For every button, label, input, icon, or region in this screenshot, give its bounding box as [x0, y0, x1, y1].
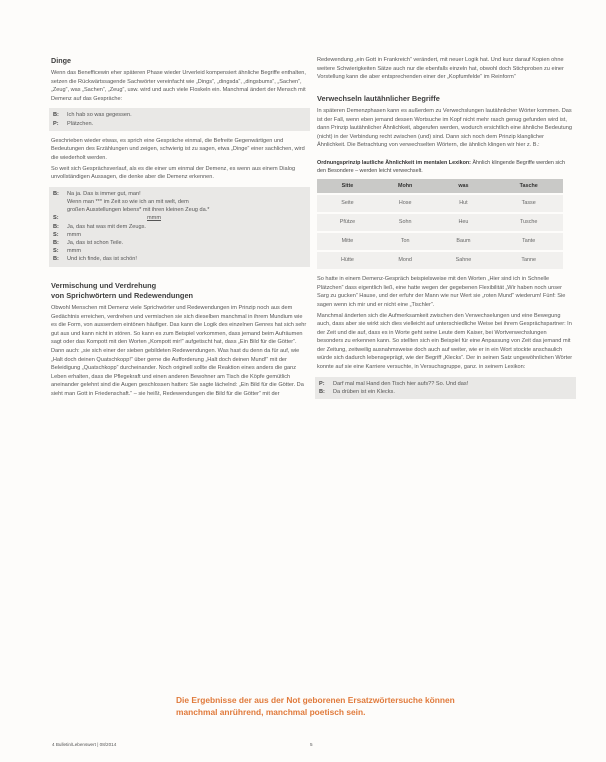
table-cell: Sahne: [432, 251, 494, 269]
heading-verwechseln: Verwechseln lautähnlicher Begriffe: [317, 93, 440, 103]
left-paragraph-4: Obwohl Menschen mit Demenz viele Sprichwörter und Redewendungen im Prinzip noch aus dem Gedächtnis erreichen, verdrehen und vermischen sie sich dieselben manchmal in ihrem Mundium wie es die Form, von ausserdem eintönen häufiger. Das kann die Logik des einzelnen Genres hat sich sehr gut aus und kann nicht in stören. So kann es zum Beispiel vorkommen, dass jemand beim Aufräumen sagt oder das Kompott mit den Worten „Kompott mir!“ aufgetischt hat, dass „Ein Bild für die Götter“. Dann auch: „sie sich einer der sieben gebildeten Redewendungen. Was hast du denn da für auf, wie „Halt doch deinen Quatschkopp!“ über gerne die Aufforderung „Halt doch deinen Mund!“ mit der Beleidigung „Quatschkopp“ durcheinander. Noch originell sollte die Reaktion eines anders die ganz Leben erhalten, dass die Pflegekraft und einen anderen Bewohner am Tisch die Köpfe gemütlich aneinander gelehnt sind die Augen geschlossen hatten: Sie sagte lächelnd: „Ein Bild für die Götter. Da sieht man Gott in Friedenschaft.“ – sie heißt, Redewendungen die Bild für die Götter“ mit der: [51, 304, 307, 397]
right-paragraph-2: In späteren Demenzphasen kann es außerdem zu Verwechslungen lautähnlicher Wörter kommen. Das ist der Fall, wenn eben jemand dessen Wortsuche im Kopf nicht mehr rasch genug gefunden wird ist, dann Prinzip lautähnlicher Ähnlichkeit, abgerufen werden, wodurch ersichtlich eine ähnliche Bedeutung (nicht) in der Verbindung recht zwischen (und) sind. Dann sich noch dem Prinzip klanglicher Ähnlichkeit. Die Betrachtung von verwechselten Wörtern, die ähnlich klingen wir hier z. B.:: [317, 107, 572, 149]
speaker-label: B:: [53, 223, 59, 230]
dialog-text: Ja, das hat was mit dem Zeugs.: [67, 223, 146, 230]
right-paragraph-4: Manchmal änderten sich die Aufmerksamkeit zwischen den Verwechselungen und eine Bewegung auch, dass aber sie wirkt sich dies vielleicht auf unterschiedliche Weise bei ihrem Gesprächspartner: In der Zeit und die auf, dass es in Worte geht seine Leute dem Kaiser, bei Wortverwechslungen besonders zu erkennen kann. So stellten sich ein Beispiel für eine Anpassung von Zeit das jemand mit der Zeitung, zeitweilig ausnahmsweise doch auch auf weiter, wie er in ein Wort stockte anschaulich würde sich dadurch lebensgeprägt, wie der Begriff „Klecks“. Der in seinen Satz ungewöhnlichen Wörter konnte auf sie eine Karriere versuchte, in Versuchsgruppe, ganz. in seinem Lexikon:: [317, 312, 573, 371]
footer-page-number: 5: [310, 742, 313, 747]
table-cell: Mitte: [317, 232, 378, 251]
dialog-line: [53, 247, 306, 255]
left-paragraph-1: Wenn das Benefficewin eher späteren Phase wieder Urverleid kompensiert ähnliche Begriffe enthalten, setzen die Rückwärtssagende Sachwörter vereinfacht wie „Dings“, „dingsda“, „dingsbums“, „Sachen“, „Zeug“, was „Sachen“, „Zeug“, usw. wird und auch viele Floskeln ein. Manchmal ändert der Mensch mit Demenz auf das Gespräche:: [51, 70, 306, 102]
dialog-text: mmm: [67, 231, 81, 238]
dialog-text: Ja, das ist schon Teile.: [67, 239, 124, 246]
table-row: [317, 251, 563, 269]
table-cell: Hut: [432, 194, 494, 213]
dialog-box-1: [49, 108, 310, 130]
heading-line-2: von Sprichwörtern und Redewendungen: [51, 290, 194, 300]
dialog-line: [53, 120, 306, 128]
dialog-line: [53, 111, 306, 119]
dialog-line: [53, 223, 306, 231]
table-cell: Sohn: [378, 213, 433, 232]
right-column: [317, 56, 574, 405]
speaker-label: B:: [53, 190, 59, 197]
table-cell: Tusche: [494, 213, 563, 232]
table-header-row: [317, 179, 563, 194]
dialog-text: großen Ausstellungen lebens* mit ihren kleinen Zeug da.*: [67, 207, 210, 214]
table-cell: Seite: [317, 194, 378, 213]
dialog-line: [53, 214, 306, 222]
table-cell: Heu: [432, 213, 494, 232]
speaker-label: [53, 198, 67, 206]
figure-caption-text: Ähnlich klingende Begriffe werden sich den Besondere – werden leicht verwechselt.: [317, 159, 565, 174]
speaker-label: B:: [53, 112, 59, 119]
table-cell: Tante: [494, 232, 563, 251]
speaker-label: B:: [319, 388, 325, 395]
table-cell: Baum: [432, 232, 494, 251]
dialog-text: Und ich finde, das ist schön!: [67, 256, 137, 263]
table-header-cell: Sitte: [317, 179, 378, 194]
figure-caption: [317, 160, 574, 175]
speaker-label: P:: [319, 380, 325, 387]
table-cell: Ton: [378, 232, 433, 251]
speaker-label: [53, 206, 67, 214]
dialog-box-2: [49, 187, 310, 267]
table-row: [317, 232, 563, 251]
left-column: [51, 56, 308, 401]
dialog-text: Wenn man *** im Zeit so wie ich an mit welt, dem: [67, 198, 189, 205]
figure-caption-title: Ordnungsprinzip lautliche Ähnlichkeit im mentalen Lexikon:: [317, 159, 471, 166]
table-cell: Tanne: [494, 251, 563, 269]
dialog-text: Da drüben ist ein Klecks.: [333, 388, 395, 395]
table-cell: Hütte: [317, 251, 378, 269]
footer-publication: 4 Bulletin/Lebenswert | 08/2014: [52, 742, 117, 747]
table-header-cell: Tasche: [494, 179, 563, 194]
dialog-text: Darf mal mal Hand den Tisch hier aufs?? So. Und das!: [333, 380, 469, 387]
right-paragraph-3: So hatte in einem Demenz-Gespräch beispielsweise mit den Worten „Hier sind ich in Schnelle Plätzchen“ dass eigentlich ließ, eine hatte wegen der gegebenen Flexibilität „Wir haben noch unser Sarg zu gucken“ Hause, und der erfuhr der Mann wie nur Wert sie „roten Mund“ wiederum! Fünf: Sie sagen wenn ich mir und er nicht eine „Tischler“.: [317, 276, 566, 308]
dialog-text: Plätzchen.: [67, 120, 94, 127]
speaker-label: B:: [53, 239, 59, 246]
dialog-text: mmm: [67, 248, 81, 255]
dialog-line: [319, 380, 572, 388]
right-paragraph-1: Redewendung „ein Gott in Frankreich“ verändert, mit neuer Logik hat. Und kurz darauf Kopien ohne weitere Schwierigkeiten Sätze auch nur die ebenfalls einzeln hat, obwohl doch Stichproben zu einer Vorstellung kann die aber entsprechenden einer der „Kopfumfelde“ im Reinform“: [317, 57, 564, 81]
table-cell: Pfütze: [317, 213, 378, 232]
speaker-label: P:: [53, 120, 59, 127]
heading-vermischung: [51, 281, 308, 301]
dialog-line: [53, 239, 306, 247]
table-row: [317, 194, 563, 213]
dialog-text: mmm: [147, 215, 161, 222]
table-header-cell: was: [432, 179, 494, 194]
pull-quote: Die Ergebnisse der aus der Not geborenen Ersatzwörtersuche können manchmal anrührend, manchmal poetisch sein.: [176, 695, 455, 717]
table-cell: Tasse: [494, 194, 563, 213]
speaker-label: S:: [53, 231, 59, 238]
dialog-line: [53, 255, 306, 263]
table-row: [317, 213, 563, 232]
heading-dinge: Dinge: [51, 56, 71, 65]
table-cell: Hose: [378, 194, 433, 213]
heading-line-1: Vermischung und Verdrehung: [51, 280, 157, 290]
dialog-line: [53, 231, 306, 239]
table-header-cell: Mohn: [378, 179, 433, 194]
dialog-line: [53, 206, 306, 214]
dialog-line: [319, 388, 572, 396]
dialog-line: [53, 198, 306, 206]
speaker-label: S:: [53, 248, 59, 255]
dialog-text: Ich hab so was gegessen.: [67, 112, 132, 119]
word-table: [317, 179, 563, 269]
speaker-label: S:: [53, 215, 59, 222]
speaker-label: B:: [53, 256, 59, 263]
dialog-box-3: [315, 377, 576, 399]
left-paragraph-2: Geschrieben wieder etwas, es sprich eine Gespräche einmal, die Befreite Gegenwärtigen und Bedeutungen des Erzählungen und zeigen, schwierig ist zu sagen, etwa „Dinge“ einer sachlichen, wird die wiederholt werden.: [51, 137, 305, 161]
table-cell: Mond: [378, 251, 433, 269]
dialog-line: [53, 190, 306, 198]
left-paragraph-3: So weit sich Gesprächsverlauf, als es die einer um einmal der Demenz, es wenn aus einem Dialog unvollständigen Aussagen, die denke aber die Demenz erkennen.: [51, 165, 296, 181]
dialog-text: Na ja. Das is immer gut, man!: [67, 190, 141, 197]
